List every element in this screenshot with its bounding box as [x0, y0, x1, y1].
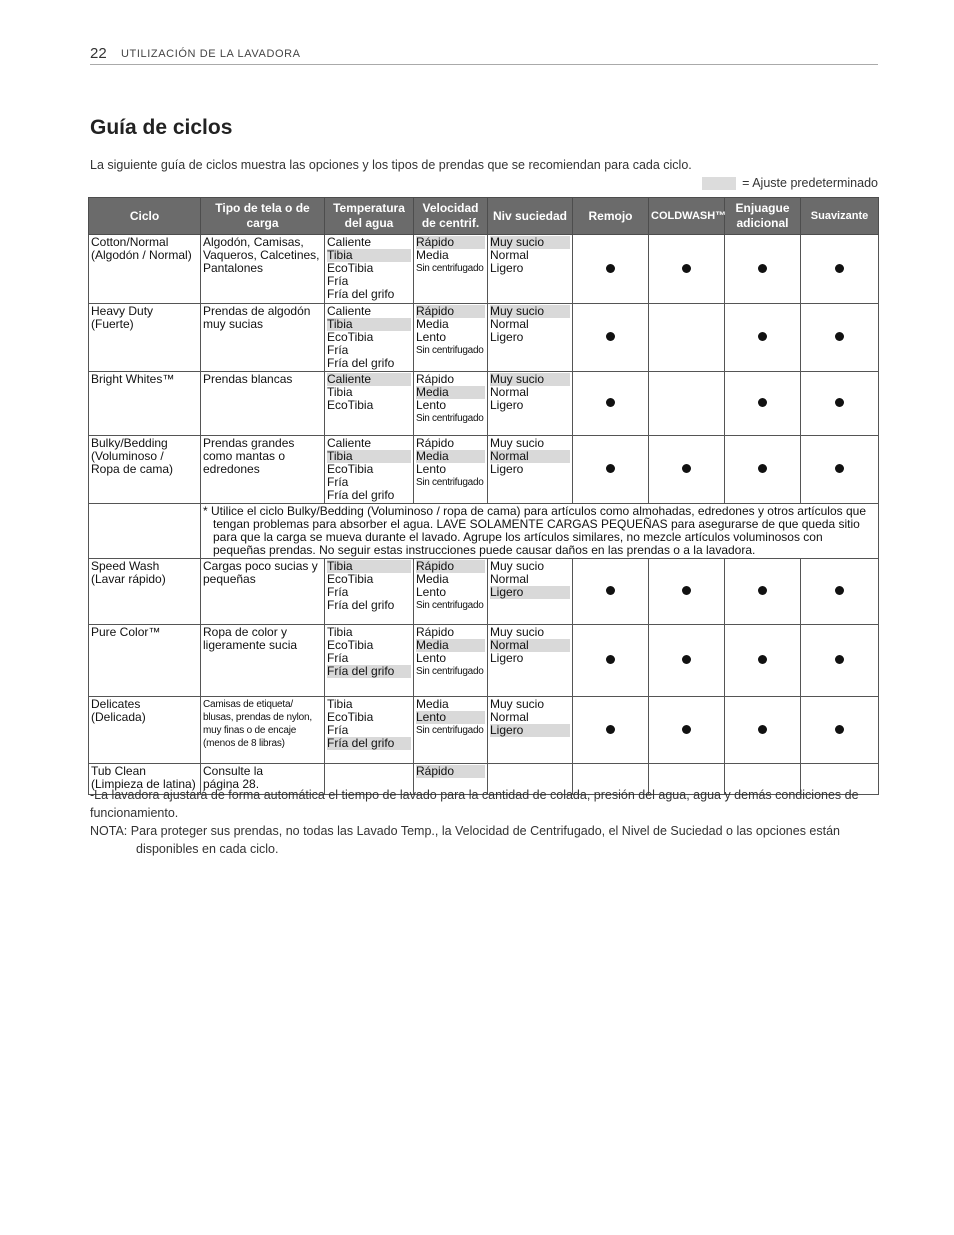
spin-value: Media — [416, 572, 449, 586]
temp-value: Caliente — [327, 373, 411, 386]
cell-spin — [414, 625, 488, 697]
cell-cycle — [89, 436, 201, 504]
temp-value: Caliente — [327, 304, 372, 318]
table-row — [89, 559, 879, 625]
fabric-value: Camisas de etiqueta/ — [203, 699, 293, 710]
soil-value: Ligero — [490, 462, 524, 476]
availability-dot — [758, 398, 767, 407]
option-cell — [725, 235, 801, 304]
temp-value: EcoTibia — [327, 572, 374, 586]
spin-value: Lento — [416, 651, 447, 665]
fabric-value: Algodón, Camisas, — [203, 235, 304, 249]
soil-value: Ligero — [490, 398, 524, 412]
availability-dot — [682, 586, 691, 595]
cycle-value: Tub Clean — [91, 764, 146, 778]
temp-value: EcoTibia — [327, 462, 374, 476]
spin-value: Sin centrifugado — [416, 263, 484, 274]
option-cell — [573, 697, 649, 764]
option-cell — [573, 559, 649, 625]
fabric-value: Vaqueros, Calcetines, — [203, 248, 320, 262]
spin-value: Lento — [416, 585, 447, 599]
cell-soil — [488, 235, 573, 304]
spin-value: Sin centrifugado — [416, 477, 484, 488]
option-cell — [725, 697, 801, 764]
spin-value: Sin centrifugado — [416, 600, 484, 611]
temp-value: Tibia — [327, 560, 411, 573]
cell-temp — [325, 436, 414, 504]
availability-dot — [682, 725, 691, 734]
spin-value: Lento — [416, 398, 447, 412]
availability-dot — [606, 264, 615, 273]
table-row — [89, 304, 879, 372]
table-row — [89, 697, 879, 764]
intro-text: La siguiente guía de ciclos muestra las opciones y los tipos de prendas que se recomiendan para cada ciclo. — [90, 158, 692, 172]
cell-spin — [414, 559, 488, 625]
spin-value: Rápido — [416, 560, 485, 573]
temp-value: Fría del grifo — [327, 737, 411, 750]
temp-value: Tibia — [327, 625, 353, 639]
availability-dot — [606, 332, 615, 341]
availability-dot — [758, 655, 767, 664]
option-cell — [801, 625, 879, 697]
option-cell — [649, 697, 725, 764]
temp-value: Fría — [327, 475, 349, 489]
cell-fabric — [201, 625, 325, 697]
cell-soil — [488, 372, 573, 436]
soil-value: Normal — [490, 317, 529, 331]
table-row — [89, 436, 879, 504]
temp-value: Tibia — [327, 450, 411, 463]
option-cell — [725, 304, 801, 372]
col-header: Remojo — [573, 198, 649, 235]
temp-value: Fría del grifo — [327, 488, 395, 502]
spin-value: Rápido — [416, 236, 485, 249]
temp-value: Fría — [327, 343, 349, 357]
cell-cycle — [89, 625, 201, 697]
availability-dot — [758, 264, 767, 273]
soil-value: Normal — [490, 639, 570, 652]
temp-value: EcoTibia — [327, 330, 374, 344]
option-cell — [573, 304, 649, 372]
option-cell — [725, 372, 801, 436]
availability-dot — [606, 655, 615, 664]
nota: NOTA: Para proteger sus prendas, no todas las Lavado Temp., la Velocidad de Centrifugado, el Nivel de Suciedad o las opciones están disponibles en cada ciclo. — [90, 824, 840, 856]
option-cell — [649, 304, 725, 372]
soil-value: Ligero — [490, 724, 570, 737]
table-row — [89, 372, 879, 436]
spin-value: Lento — [416, 462, 447, 476]
col-header: Temperatura del agua — [325, 198, 414, 235]
temp-value: Fría del grifo — [327, 598, 395, 612]
option-cell — [649, 625, 725, 697]
cycle-value: Ropa de cama) — [91, 462, 174, 476]
legend-swatch — [702, 177, 736, 190]
soil-value: Normal — [490, 450, 570, 463]
option-cell — [725, 436, 801, 504]
availability-dot — [606, 464, 615, 473]
soil-value: Ligero — [490, 261, 524, 275]
footer-notes — [90, 786, 880, 858]
table-header-row — [89, 198, 879, 235]
temp-value: Tibia — [327, 385, 353, 399]
spin-value: Rápido — [416, 372, 455, 386]
spin-value: Sin centrifugado — [416, 345, 484, 356]
col-header: Ciclo — [89, 198, 201, 235]
availability-dot — [758, 332, 767, 341]
cycle-value: Cotton/Normal — [91, 235, 169, 249]
temp-value: Fría del grifo — [327, 287, 395, 301]
col-header: COLDWASH™ — [649, 198, 725, 235]
fabric-value: como mantas o — [203, 449, 286, 463]
availability-dot — [758, 464, 767, 473]
spin-value: Sin centrifugado — [416, 725, 484, 736]
cell-fabric — [201, 304, 325, 372]
fabric-value: (menos de 8 libras) — [203, 738, 285, 749]
fabric-value: Pantalones — [203, 261, 264, 275]
temp-value: Tibia — [327, 697, 353, 711]
spin-value: Rápido — [416, 625, 455, 639]
cell-cycle — [89, 372, 201, 436]
cell-temp — [325, 304, 414, 372]
soil-value: Muy sucio — [490, 373, 570, 386]
soil-value: Muy sucio — [490, 305, 570, 318]
cell-soil — [488, 304, 573, 372]
legend — [702, 176, 878, 190]
availability-dot — [606, 725, 615, 734]
spin-value: Rápido — [416, 765, 485, 778]
cell-fabric — [201, 372, 325, 436]
cell-fabric — [201, 559, 325, 625]
temp-value: Fría — [327, 585, 349, 599]
note-spacer — [89, 504, 201, 559]
availability-dot — [758, 586, 767, 595]
page-header — [90, 45, 878, 65]
spin-value: Media — [416, 639, 485, 652]
cycle-guide-table — [88, 197, 879, 795]
soil-value: Normal — [490, 572, 529, 586]
spin-value: Sin centrifugado — [416, 666, 484, 677]
cell-temp — [325, 559, 414, 625]
fabric-value: Prendas blancas — [203, 372, 293, 386]
option-cell — [725, 559, 801, 625]
cell-fabric — [201, 697, 325, 764]
spin-value: Media — [416, 450, 485, 463]
cell-temp — [325, 697, 414, 764]
col-header: Suavizante — [801, 198, 879, 235]
cell-soil — [488, 559, 573, 625]
availability-dot — [682, 464, 691, 473]
note-row — [89, 504, 879, 559]
availability-dot — [835, 464, 844, 473]
spin-value: Sin centrifugado — [416, 413, 484, 424]
cycle-value: (Limpieza de latina) — [91, 777, 196, 791]
cycle-value: Speed Wash — [91, 559, 160, 573]
availability-dot — [682, 655, 691, 664]
fabric-value: Cargas poco sucias y — [203, 559, 318, 573]
option-cell — [801, 697, 879, 764]
cell-cycle — [89, 697, 201, 764]
soil-value: Muy sucio — [490, 697, 545, 711]
soil-value: Muy sucio — [490, 559, 545, 573]
cell-temp — [325, 235, 414, 304]
cell-spin — [414, 235, 488, 304]
spin-value: Media — [416, 697, 449, 711]
temp-value: Fría del grifo — [327, 665, 411, 678]
cycle-value: Bulky/Bedding — [91, 436, 168, 450]
cell-soil — [488, 436, 573, 504]
temp-value: EcoTibia — [327, 638, 374, 652]
availability-dot — [835, 586, 844, 595]
option-cell — [649, 436, 725, 504]
cycle-value: (Voluminoso / — [91, 449, 164, 463]
temp-value: EcoTibia — [327, 261, 374, 275]
soil-value: Normal — [490, 385, 529, 399]
page-number: 22 — [90, 45, 107, 62]
cell-spin — [414, 372, 488, 436]
option-cell — [649, 559, 725, 625]
fabric-value: página 28. — [203, 777, 260, 791]
availability-dot — [758, 725, 767, 734]
cell-temp — [325, 625, 414, 697]
cycle-value: (Fuerte) — [91, 317, 134, 331]
fabric-value: blusas, prendas de nylon, — [203, 712, 312, 723]
availability-dot — [682, 264, 691, 273]
option-cell — [573, 625, 649, 697]
soil-value: Muy sucio — [490, 436, 545, 450]
option-cell — [573, 235, 649, 304]
fabric-value: muy sucias — [203, 317, 264, 331]
option-cell — [649, 235, 725, 304]
legend-label: = Ajuste predeterminado — [742, 176, 878, 190]
cycle-value: Pure Color™ — [91, 625, 161, 639]
col-header: Tipo de tela o de carga — [201, 198, 325, 235]
cell-fabric — [201, 436, 325, 504]
bulky-note — [201, 504, 879, 559]
fabric-value: edredones — [203, 462, 260, 476]
availability-dot — [835, 264, 844, 273]
cell-soil — [488, 697, 573, 764]
temp-value: Fría — [327, 274, 349, 288]
cell-temp — [325, 372, 414, 436]
soil-value: Muy sucio — [490, 236, 570, 249]
fabric-value: Prendas de algodón — [203, 304, 311, 318]
spin-value: Rápido — [416, 305, 485, 318]
availability-dot — [606, 586, 615, 595]
cycle-value: (Lavar rápido) — [91, 572, 166, 586]
availability-dot — [835, 332, 844, 341]
availability-dot — [835, 725, 844, 734]
availability-dot — [606, 398, 615, 407]
section-title: UTILIZACIÓN DE LA LAVADORA — [121, 48, 301, 60]
temp-value: Tibia — [327, 318, 411, 331]
temp-value: Fría — [327, 651, 349, 665]
col-header: Enjuague adicional — [725, 198, 801, 235]
col-header: Velocidad de centrif. — [414, 198, 488, 235]
option-cell — [801, 304, 879, 372]
spin-value: Lento — [416, 330, 447, 344]
temp-value: EcoTibia — [327, 398, 374, 412]
temp-value: Caliente — [327, 436, 372, 450]
cycle-value: Delicates — [91, 697, 141, 711]
cycle-value: (Algodón / Normal) — [91, 248, 192, 262]
soil-value: Normal — [490, 248, 529, 262]
table-row — [89, 235, 879, 304]
temp-value: EcoTibia — [327, 710, 374, 724]
fabric-value: Consulte la — [203, 764, 264, 778]
footnote: -La lavadora ajustará de forma automática el tiempo de lavado para la cantidad de colada, presión del agua, agua y demás condiciones de funcionamiento. — [90, 788, 859, 820]
temp-value: Fría del grifo — [327, 356, 395, 370]
option-cell — [801, 559, 879, 625]
cell-soil — [488, 625, 573, 697]
availability-dot — [835, 655, 844, 664]
table-body — [89, 235, 879, 795]
soil-value: Ligero — [490, 586, 570, 599]
spin-value: Lento — [416, 711, 485, 724]
availability-dot — [835, 398, 844, 407]
option-cell — [725, 625, 801, 697]
soil-value: Normal — [490, 710, 529, 724]
fabric-value: Prendas grandes — [203, 436, 295, 450]
cell-cycle — [89, 235, 201, 304]
temp-value: Fría — [327, 723, 349, 737]
cycle-value: (Delicada) — [91, 710, 146, 724]
spin-value: Rápido — [416, 436, 455, 450]
fabric-value: pequeñas — [203, 572, 256, 586]
option-cell — [649, 372, 725, 436]
option-cell — [801, 436, 879, 504]
cell-cycle — [89, 559, 201, 625]
col-header: Niv suciedad — [488, 198, 573, 235]
spin-value: Media — [416, 386, 485, 399]
option-cell — [801, 372, 879, 436]
cell-fabric — [201, 235, 325, 304]
option-cell — [573, 372, 649, 436]
cell-spin — [414, 304, 488, 372]
cycle-value: Bright Whites™ — [91, 372, 175, 386]
temp-value: Tibia — [327, 249, 411, 262]
option-cell — [801, 235, 879, 304]
soil-value: Ligero — [490, 651, 524, 665]
option-cell — [573, 436, 649, 504]
fabric-value: Ropa de color y — [203, 625, 288, 639]
temp-value: Caliente — [327, 235, 372, 249]
cell-spin — [414, 697, 488, 764]
bulky-note-text: * Utilice el ciclo Bulky/Bedding (Voluminoso / ropa de cama) para artículos como almohadas, edredones y otros artículos que tengan problemas para absorber el agua. LAVE SOLAMENTE CARGAS PEQUEÑAS para asegurarse de que queda sitio para que la carga se mueva durante el lavado. Agrupe los artículos similares, no mezcle artículos voluminosos con pequeñas prendas. No seguir estas instrucciones puede causar daños en las prendas o a la lavadora. — [203, 504, 867, 557]
page-title: Guía de ciclos — [90, 116, 233, 139]
soil-value: Ligero — [490, 330, 524, 344]
spin-value: Media — [416, 248, 449, 262]
spin-value: Media — [416, 317, 449, 331]
fabric-value: ligeramente sucia — [203, 638, 298, 652]
table-row — [89, 625, 879, 697]
fabric-value: muy finas o de encaje — [203, 725, 297, 736]
soil-value: Muy sucio — [490, 625, 545, 639]
cycle-value: Heavy Duty — [91, 304, 154, 318]
cell-cycle — [89, 304, 201, 372]
cell-spin — [414, 436, 488, 504]
